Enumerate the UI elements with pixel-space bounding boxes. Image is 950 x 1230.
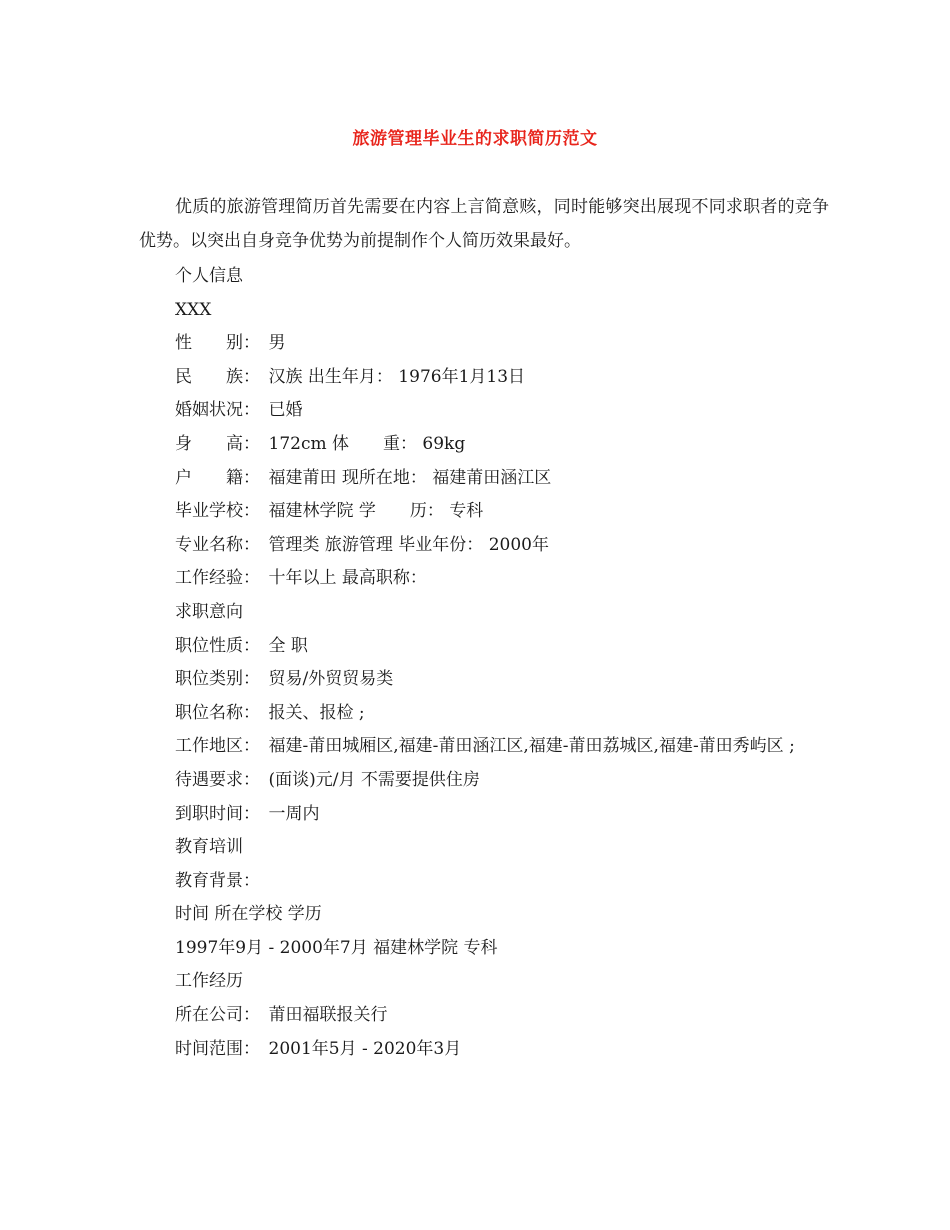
resume-line-school-degree: 毕业学校： 福建林学院 学 历： 专科 <box>175 501 484 522</box>
section-heading-personal-info: 个人信息 <box>175 266 243 286</box>
resume-line-start-time: 到职时间： 一周内 <box>175 803 320 824</box>
resume-line-name: XXX <box>175 299 212 320</box>
resume-line-ethnicity-birth: 民 族： 汉族 出生年月： 1976年1月13日 <box>175 366 526 387</box>
section-heading-work-history: 工作经历 <box>175 971 243 992</box>
resume-line-job-title: 职位名称： 报关、报检 ; <box>175 702 365 723</box>
resume-lines <box>139 260 829 1066</box>
section-heading-job-intention: 求职意向 <box>175 601 243 622</box>
resume-line-education-background: 教育背景： <box>175 870 260 891</box>
resume-line-work-area: 工作地区： 福建-莆田城厢区,福建-莆田涵江区,福建-莆田荔城区,福建-莆田秀屿区 ; <box>175 736 795 757</box>
section-heading-education: 教育培训 <box>175 837 243 858</box>
resume-line-company: 所在公司： 莆田福联报关行 <box>175 1005 388 1026</box>
intro-paragraph: 优质的旅游管理简历首先需要在内容上言简意赅，同时能够突出展现不同求职者的竞争优势。以突出自身竞争优势为前提制作个人简历效果最好。 <box>139 197 829 251</box>
resume-line-height-weight: 身 高： 172cm 体 重： 69kg <box>175 433 466 454</box>
resume-line-salary: 待遇要求： (面谈)元/月 不需要提供住房 <box>175 769 480 790</box>
resume-line-hukou-location: 户 籍： 福建莆田 现所在地： 福建莆田涵江区 <box>175 467 552 488</box>
resume-line-job-category: 职位类别： 贸易/外贸贸易类 <box>175 669 394 690</box>
resume-line-major-year: 专业名称： 管理类 旅游管理 毕业年份： 2000年 <box>175 534 549 555</box>
resume-line-marital-status: 婚姻状况： 已婚 <box>175 400 303 421</box>
resume-line-education-header: 时间 所在学校 学历 <box>175 904 322 925</box>
resume-line-time-range: 时间范围： 2001年5月 - 2020年3月 <box>175 1038 462 1059</box>
resume-line-experience-title: 工作经验： 十年以上 最高职称： <box>175 568 427 589</box>
resume-line-job-nature: 职位性质： 全 职 <box>175 635 308 656</box>
resume-line-education-entry: 1997年9月 - 2000年7月 福建林学院 专科 <box>175 937 498 958</box>
document-title: 旅游管理毕业生的求职简历范文 <box>352 129 598 149</box>
resume-line-gender: 性 别： 男 <box>175 333 286 354</box>
